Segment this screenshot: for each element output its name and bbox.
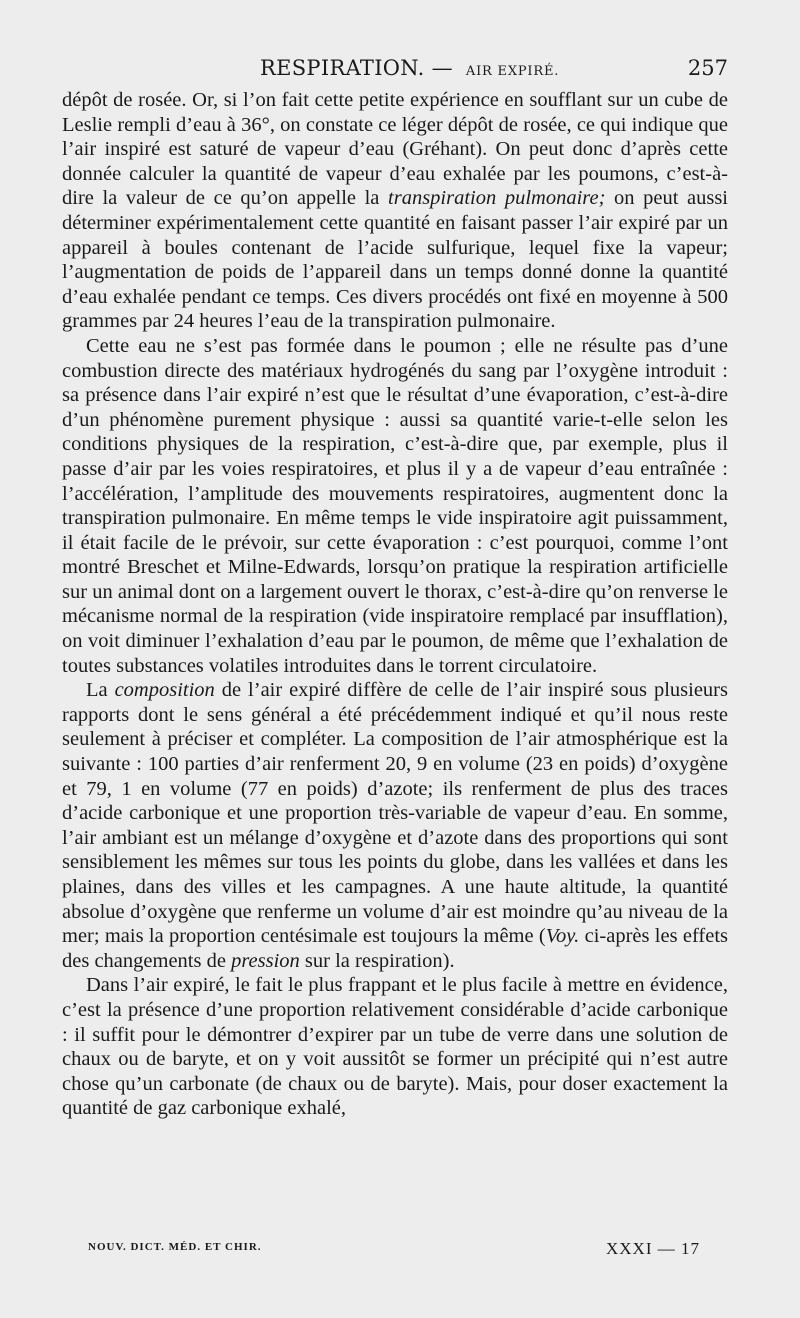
text-run: La <box>86 679 115 702</box>
page-header <box>62 54 728 84</box>
text-run: on peut aussi déterminer expérimentalement cette quantité en faisant passer l’air expiré par un appareil à boules contenant de l’acide sulfurique, lequel fixe la vapeur; l’augmentation de poids de l’appareil dans un temps donné donne la quantité d’eau exhalée pendant ce temps. Ces divers procédés ont fixé en moyenne à 500 grammes par 24 heures l’eau de la transpiration pulmonaire. <box>62 187 729 333</box>
paragraph <box>62 334 728 678</box>
italic-text: transpiration pulmonaire; <box>388 187 606 210</box>
paragraph <box>62 678 728 973</box>
printer-signature: NOUV. DICT. MÉD. ET CHIR. <box>88 1241 262 1253</box>
text-run: de l’air expiré diffère de celle de l’air inspiré sous plusieurs rapports dont le sens général a été précédemment indiqué et qu’il nous reste seulement à préciser et compléter. La composition de l’air atmosphérique est la suivante : 100 parties d’air renferment 20, 9 en volume (23 en poids) d’oxygène et 79, 1 en volume (77 en poids) d’azote; ils renferment de plus des traces d’acide carbonique et une proportion très-variable de vapeur d’eau. En somme, l’air ambiant est un mélange d’oxygène et d’azote dans des proportions qui sont sensiblement les mêmes sur tous les points du globe, dans les vallées et dans les plaines, dans des villes et les campagnes. A une haute altitude, la quantité absolue d’oxygène que renferme un volume d’air est moindre qu’au niveau de la mer; mais la proportion centésimale est toujours la même ( <box>62 679 728 948</box>
body-text <box>62 88 728 1121</box>
text-run: ci-après les effets des changements de <box>62 925 728 972</box>
signature-mark: XXXI — 17 <box>606 1239 700 1258</box>
italic-text: pression <box>231 949 300 972</box>
italic-text: composition <box>114 679 215 702</box>
text-run: Dans l’air expiré, le fait le plus frappant et le plus facile à mettre en évidence, c’est la présence d’une proportion relativement considérable d’acide carbonique : il suffit pour le démontrer d’expirer par un tube de verre dans une solution de chaux ou de baryte, et on y voit aussitôt se former un précipité qui n’est autre chose qu’un carbonate (de chaux ou de baryte). Mais, pour doser exactement la quantité de gaz carbonique exhalé, <box>62 974 728 1120</box>
running-title <box>260 56 559 80</box>
page-footer <box>88 1239 700 1261</box>
title-separator: — <box>431 56 453 80</box>
italic-text: Voy. <box>545 925 580 948</box>
text-run: sur la respiration). <box>299 949 455 972</box>
text-run: dépôt de rosée. Or, si l’on fait cette petite expérience en soufflant sur un cube de Leslie rempli d’eau à 36°, on constate ce léger dépôt de rosée, ce qui indique que l’air inspiré est saturé de vapeur d’eau (Gréhant). On peut donc d’après cette donnée calculer la quantité de vapeur d’eau exhalée par les poumons, c’est-à-dire la valeur de ce qu’on appelle la <box>62 89 728 210</box>
paragraph <box>62 88 728 334</box>
section-subtitle: AIR EXPIRÉ. <box>465 64 560 79</box>
section-title: RESPIRATION. <box>260 56 425 80</box>
page-number: 257 <box>687 56 728 80</box>
paragraph <box>62 973 728 1121</box>
text-run: Cette eau ne s’est pas formée dans le poumon ; elle ne résulte pas d’une combustion directe des matériaux hydrogénés du sang par l’oxygène introduit : sa présence dans l’air expiré n’est que le résultat d’une évaporation, c’est-à-dire d’un phénomène purement physique : aussi sa quantité varie-t-elle selon les conditions physiques de la respiration, c’est-à-dire que, par exemple, plus il passe d’air par les voies respiratoires, et plus il y a de vapeur d’eau entraînée : l’accélération, l’amplitude des mouvements respiratoires, augmentent donc la transpiration pulmonaire. En même temps le vide inspiratoire agit puissamment, il était facile de le prévoir, sur cette évaporation : c’est pourquoi, comme l’ont montré Breschet et Milne-Edwards, lorsqu’on pratique la respiration artificielle sur un animal dont on a largement ouvert le thorax, c’est-à-dire qu’on renverse le mécanisme normal de la respiration (vide inspiratoire remplacé par insufflation), on voit diminuer l’exhalation d’eau par le poumon, de même que l’exhalation de toutes substances volatiles introduites dans le torrent circulatoire. <box>62 334 728 677</box>
